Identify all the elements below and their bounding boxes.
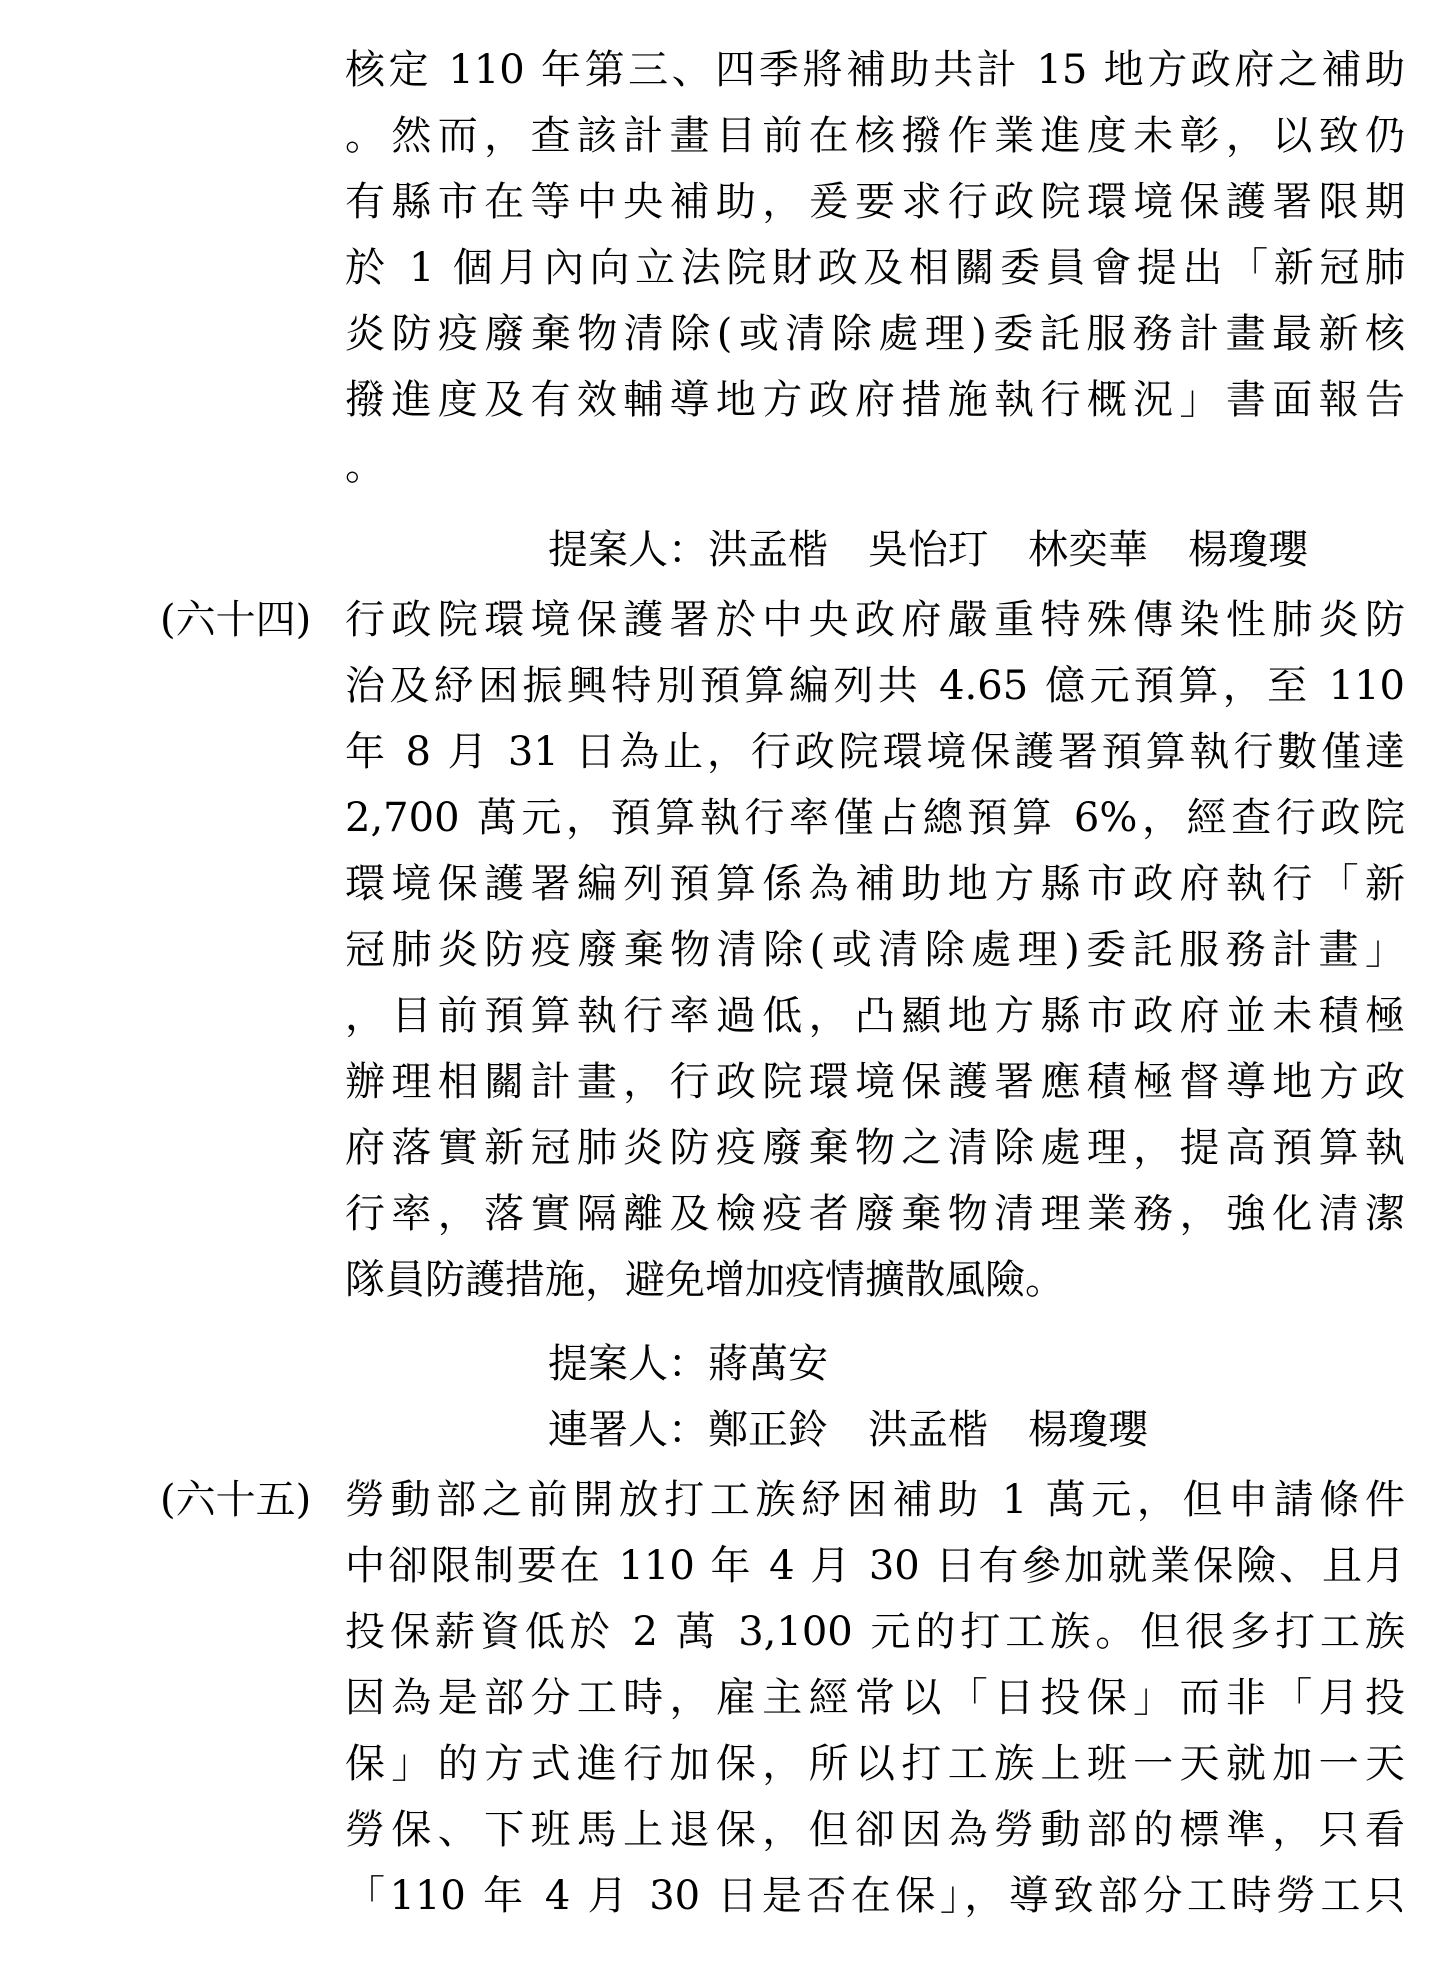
body-text-line: 有縣市在等中央補助，爰要求行政院環境保護署限期 bbox=[345, 179, 1405, 225]
body-text-line: 。然而，查該計畫目前在核撥作業進度未彰，以致仍 bbox=[345, 113, 1405, 159]
item-number-64: (六十四) bbox=[160, 597, 312, 643]
body-text-line: 勞保、下班馬上退保，但卻因為勞動部的標準，只看 bbox=[345, 1807, 1405, 1853]
body-text-line: 保」的方式進行加保，所以打工族上班一天就加一天 bbox=[345, 1741, 1405, 1787]
body-text-line: 隊員防護措施，避免增加疫情擴散風險。 bbox=[345, 1257, 1065, 1303]
body-text-line: 於 1 個月內向立法院財政及相關委員會提出「新冠肺 bbox=[345, 245, 1405, 291]
body-text-line: 年 8 月 31 日為止，行政院環境保護署預算執行數僅達 bbox=[345, 729, 1405, 775]
body-text-line: 冠肺炎防疫廢棄物清除(或清除處理)委託服務計畫」 bbox=[345, 927, 1405, 973]
body-text-line: 2,700 萬元，預算執行率僅占總預算 6%，經查行政院 bbox=[345, 795, 1405, 841]
body-text-line: 。 bbox=[345, 443, 385, 489]
body-text-line: 辦理相關計畫，行政院環境保護署應積極督導地方政 bbox=[345, 1059, 1405, 1105]
body-text-line: 府落實新冠肺炎防疫廢棄物之清除處理，提高預算執 bbox=[345, 1125, 1405, 1171]
body-text-line: 環境保護署編列預算係為補助地方縣市政府執行「新 bbox=[345, 861, 1405, 907]
body-text-line: 因為是部分工時，雇主經常以「日投保」而非「月投 bbox=[345, 1675, 1405, 1721]
body-text-line: 中卻限制要在 110 年 4 月 30 日有參加就業保險、且月 bbox=[345, 1543, 1405, 1589]
body-text-line: 行政院環境保護署於中央政府嚴重特殊傳染性肺炎防 bbox=[345, 597, 1405, 643]
body-text-line: 勞動部之前開放打工族紓困補助 1 萬元，但申請條件 bbox=[345, 1477, 1405, 1523]
body-text-line: 核定 110 年第三、四季將補助共計 15 地方政府之補助 bbox=[345, 47, 1405, 93]
body-text-line: 炎防疫廢棄物清除(或清除處理)委託服務計畫最新核 bbox=[345, 311, 1405, 357]
body-text-line: 治及紓困振興特別預算編列共 4.65 億元預算，至 110 bbox=[345, 663, 1405, 709]
body-text-line: ，目前預算執行率過低，凸顯地方縣市政府並未積極 bbox=[345, 993, 1405, 1039]
cosigner-signature: 連署人：鄭正鈴 洪孟楷 楊瓊瓔 bbox=[548, 1407, 1148, 1453]
body-text-line: 撥進度及有效輔導地方政府措施執行概況」書面報告 bbox=[345, 377, 1405, 423]
proposer-signature: 提案人：蔣萬安 bbox=[548, 1341, 828, 1387]
body-text-line: 投保薪資低於 2 萬 3,100 元的打工族。但很多打工族 bbox=[345, 1609, 1405, 1655]
body-text-line: 「110 年 4 月 30 日是否在保」，導致部分工時勞工只 bbox=[345, 1873, 1405, 1919]
proposer-signature: 提案人：洪孟楷 吳怡玎 林奕華 楊瓊瓔 bbox=[548, 527, 1308, 573]
item-number-65: (六十五) bbox=[160, 1477, 312, 1523]
body-text-line: 行率，落實隔離及檢疫者廢棄物清理業務，強化清潔 bbox=[345, 1191, 1405, 1237]
